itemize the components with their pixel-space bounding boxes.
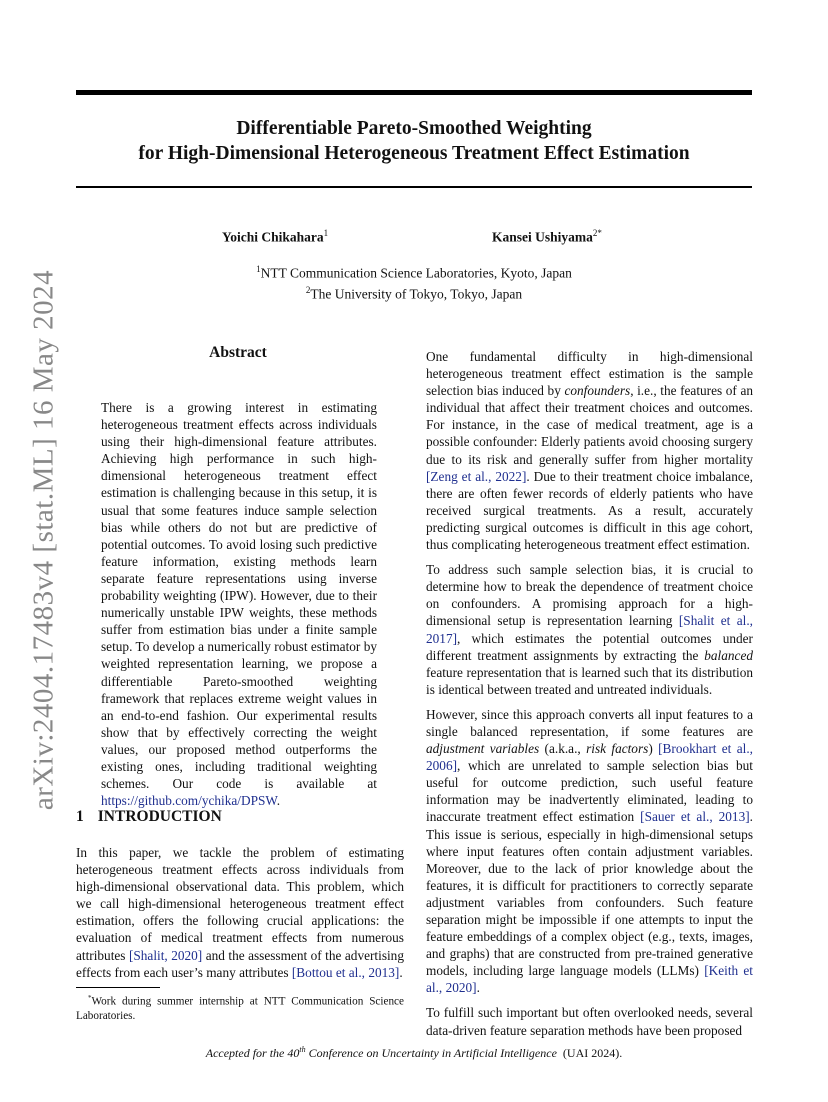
right-column <box>426 348 753 1047</box>
paragraph: To address such sample selection bias, it is crucial to determine how to break the dependence of treatment choice on confounders. A promising approach for a high-dimensional setup is representation learning [Shalit et al., 2017], which estimates the potential outcomes under different treatment assignments by extracting the balanced feature representation that is learned such that its distribution is identical between treated and untreated individuals. <box>426 562 753 697</box>
author-2 <box>492 228 602 246</box>
citation-link[interactable]: [Brookhart et al., 2006] <box>426 741 753 774</box>
code-link[interactable]: https://github.com/ychika/DPSW <box>101 793 277 809</box>
title-line-2: for High-Dimensional Heterogeneous Treatment Effect Estimation <box>138 143 690 164</box>
citation-link[interactable]: [Shalit, 2020] <box>128 947 203 963</box>
author-2-sup: 2* <box>592 228 602 238</box>
author-1 <box>222 228 328 246</box>
intro-paragraph: In this paper, we tackle the problem of estimating heterogeneous treatment effects across individuals from high-dimensional observational data. This problem, which we call high-dimensional heterogeneous treatment effect estimation, offers the following crucial applications: the evaluation of medical treatment effects from numerous attributes [Shalit, 2020] and the assessment of the advertising effects from each user’s many attributes [Bottou et al., 2013]. <box>76 845 404 980</box>
author-2-name: Kansei Ushiyama <box>492 229 593 245</box>
citation-link[interactable]: [Zeng et al., 2022] <box>426 468 527 484</box>
title-bottom-rule <box>76 186 752 188</box>
paragraph: To fulfill such important but often overlooked needs, several data-driven feature separation methods have been proposed <box>426 1005 753 1038</box>
citation-link[interactable]: [Keith et al., 2020] <box>426 963 754 996</box>
title-line-1: Differentiable Pareto-Smoothed Weighting <box>236 118 592 139</box>
section-title: INTRODUCTION <box>97 808 222 825</box>
abstract-heading: Abstract <box>209 344 267 361</box>
arxiv-stamp: arXiv:2404.17483v4 [stat.ML] 16 May 2024 <box>27 269 60 811</box>
paragraph: One fundamental difficulty in high-dimensional heterogeneous treatment effect estimation is the sample selection bias induced by confounders, i.e., the features of an individual that affect their treatment choices and outcomes. For instance, in the case of medical treatment, age is a possible confounder: Elderly patients avoid choosing surgery due to its risk and generally suffer from higher mortality [Zeng et al., 2022]. Due to their treatment choice imbalance, there are often fewer records of elderly patients who have received surgical treatments. As a result, accurately predicting surgical outcomes is difficult in this age cohort, thus complicating heterogeneous treatment effect estimation. <box>426 349 753 553</box>
paper-title <box>76 116 752 166</box>
affiliations <box>76 261 752 303</box>
footnote-rule <box>76 987 160 988</box>
author-1-sup: 1 <box>323 228 329 238</box>
footnote: *Work during summer internship at NTT Communication Science Laboratories. <box>76 994 404 1022</box>
top-thick-rule <box>76 90 752 95</box>
citation-link[interactable]: [Shalit et al., 2017] <box>426 613 753 646</box>
affiliation-2: $^2$The University of Tokyo, Tokyo, Japan <box>305 285 523 302</box>
citation-link[interactable]: [Bottou et al., 2013] <box>291 964 400 980</box>
abstract-body: There is a growing interest in estimating heterogeneous treatment effects across individuals using their high-dimensional feature attributes. Achieving high performance in such high-dimensional heterogeneous treatment effect estimation is challenging because in this setup, it is usual that some features induce sample selection bias while others do not but are predictive of potential outcomes. To avoid losing such predictive feature information, existing methods learn separate feature representations using inverse probability weighting (IPW). However, due to their numerically unstable IPW weights, these methods suffer from estimation bias under a finite sample setup. To develop a numerically robust estimator by weighted representation learning, we propose a differentiable Pareto-smoothed weighting framework that replaces extreme weight values in an end-to-end fashion. Our experimental results show that by effectively correcting the weight values, our proposed method outperforms the existing ones, including traditional weighting schemes. Our code is available at https://github.com/ychika/DPSW. <box>101 400 377 809</box>
section-heading <box>76 808 222 826</box>
section-number: 1 <box>76 808 84 825</box>
citation-link[interactable]: [Sauer et al., 2013] <box>640 809 750 825</box>
footer: Accepted for the 40th Conference on Uncertainty in Artificial Intelligence (UAI 2024). <box>205 1045 623 1060</box>
affiliation-1: $^1$NTT Communication Science Laboratories, Kyoto, Japan <box>256 264 572 281</box>
author-1-name: Yoichi Chikahara <box>222 229 324 245</box>
paragraph: However, since this approach converts all input features to a single balanced representation, if some features are adjustment variables (a.k.a., risk factors) [Brookhart et al., 2006], which are unrelated to sample selection bias but useful for outcome prediction, such useful feature information may be inadvertently eliminated, leading to inaccurate treatment effect estimation [Sauer et al., 2013]. This issue is serious, especially in high-dimensional setups where input features often contain adjustment variables. Moreover, due to the lack of prior knowledge about the features, it is difficult for practitioners to correctly separate adjustment variables from confounders. Such feature separation might be impossible if one attempts to input the feature embeddings of a complex object (e.g., texts, images, and graphs) that are constructed from pre-trained generative models, including large language models (LLMs) [Keith et al., 2020]. <box>426 706 754 996</box>
